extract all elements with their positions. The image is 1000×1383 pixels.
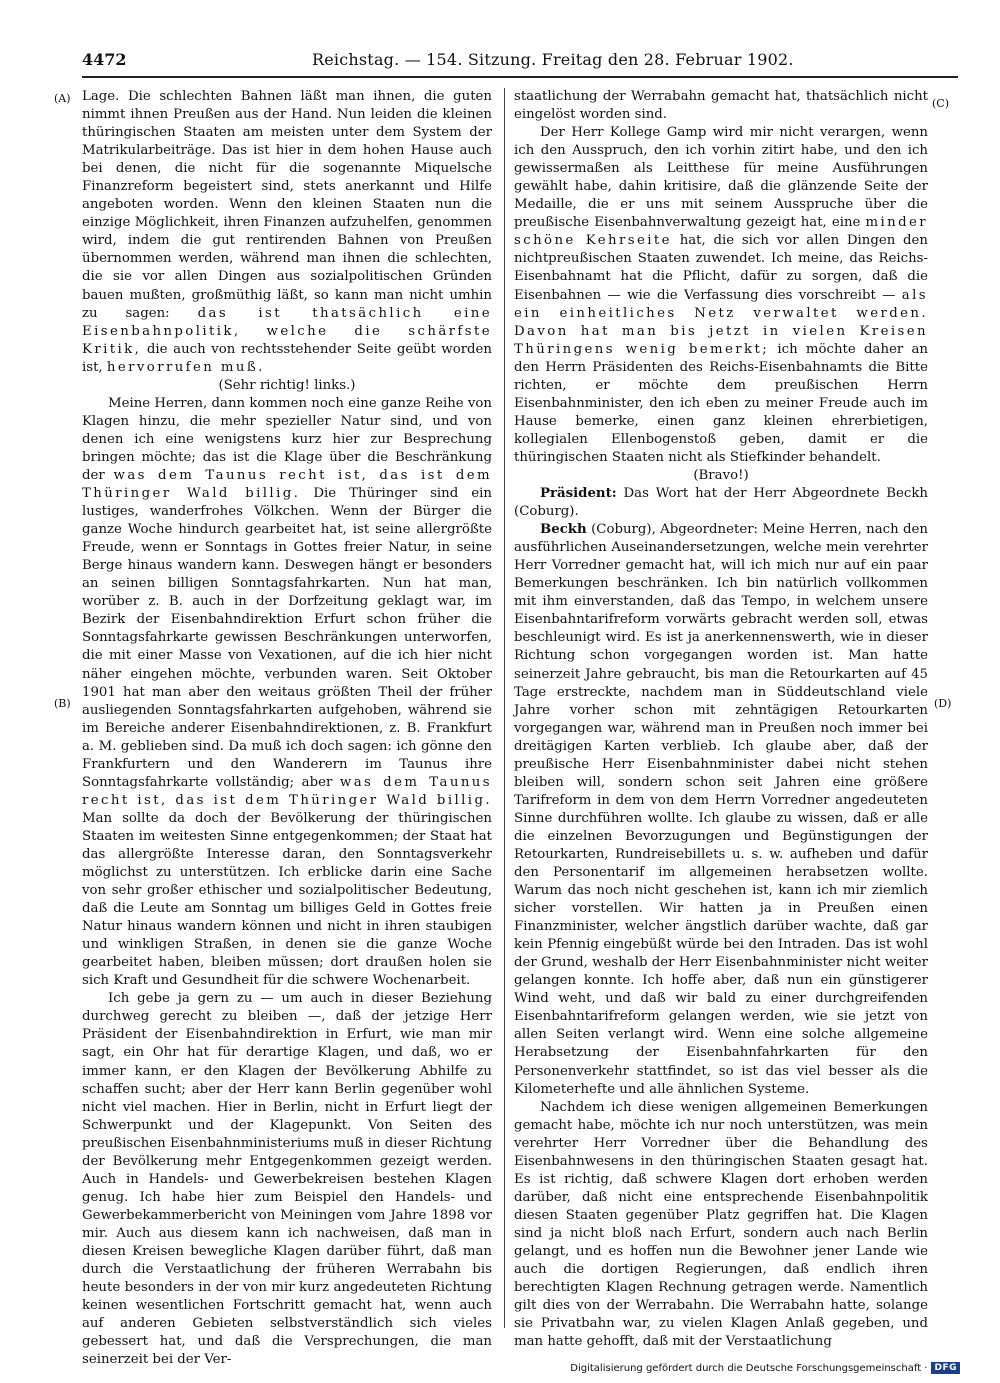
dfg-logo: DFG <box>931 1362 960 1374</box>
right-column <box>514 88 928 1351</box>
margin-marker-b: (B) <box>54 697 71 710</box>
speaker-label: Präsident: <box>540 486 617 502</box>
emphasis-spaced: als ein einheitliches Netz verwaltet werden. Davon hat man bis jetzt in vielen Kreisen Thüringens wenig bemerkt; <box>514 287 928 357</box>
paragraph: staatlichung der Werrabahn gemacht hat, thatsächlich nicht eingelöst worden sind. <box>514 89 928 123</box>
footer-text: Digitalisierung gefördert durch die Deutsche Forschungsgemeinschaft · <box>570 1362 928 1374</box>
header-rule <box>82 76 958 78</box>
margin-marker-c: (C) <box>932 97 949 110</box>
column-divider <box>504 88 505 1328</box>
left-column <box>82 88 492 1369</box>
paragraph: Nachdem ich diese wenigen allgemeinen Bemerkungen gemacht habe, möchte ich nur noch unterstützen, was mein verehrter Herr Vorredner über die Behandlung des Eisenbahnwesens in den thüringischen Staaten gesagt hat. Es ist richtig, daß schwere Klagen dort erhoben werden darüber, daß nicht eine entsprechende Eisenbahnpolitik diesen Staaten gegenüber Platz gegriffen hat. Die Klagen sind ja nicht bloß nach Erfurt, sondern auch nach Berlin gelangt, und es hoffen nun die Bewohner jener Lande wie auch die dortigen Regierungen, daß endlich ihren berechtigten Klagen Rechnung getragen werde. Namentlich gilt dies von der Werrabahn. Die Werrabahn hatte, solange sie Privatbahn war, zu vielen Klagen Anlaß gegeben, und man hatte gehofft, daß mit der Verstaatlichung <box>514 1099 928 1350</box>
emphasis-spaced: hervorrufen muß. <box>106 359 265 375</box>
paragraph: Meine Herren, dann kommen noch eine ganze Reihe von Klagen hinzu, die mehr spezieller Natur sind, und von denen ich eine wenigstens kurz hier zur Besprechung bringen möchte; das ist die Klage über die Beschränkung der was dem Taunus recht ist, das ist dem Thüringer Wald billig. Die Thüringer sind ein lustiges, wanderfrohes Völkchen. Wenn der Bürger die ganze Woche hindurch gearbeitet hat, ist seine allergrößte Freude, wenn er Sonntags in Gottes freier Natur, in seine Berge hinaus wandern kann. Deswegen hängt er besonders an seinen billigen Sonntagsfahrkarten. Nun hat man, worüber z. B. auch in der Dorfzeitung geklagt war, im Bezirk der Eisenbahndirektion Erfurt schon früher die Sonntagsfahrkarte gewissen Beschränkungen unterworfen, die mit einer Masse von Vexationen, auf die ich hier nicht näher eingehen möchte, verbunden waren. Seit Oktober 1901 hat man aber den weitaus größten Theil der früher ausliegenden Sonntagsfahrkarten aufgehoben, während sie im Bereiche anderer Eisenbahndirektionen, z. B. Frankfurt a. M. geblieben sind. Da muß ich doch sagen: ich gönne den Frankfurtern und den Wanderern im Taunus ihre Sonntagsfahrkarte vollständig; aber was dem Taunus recht ist, das ist dem Thüringer Wald billig. Man sollte da doch der Bevölkerung der thüringischen Staaten im weitesten Sinne entgegenkommen; der Staat hat das allergrößte Interesse daran, den Sonntagsverkehr möglichst zu unterstützen. Ich erblicke darin eine Sache von sehr großer ethischer und sozialpolitischer Bedeutung, daß die Leute am Sonntag um billiges Geld in Gottes freie Natur hinaus wandern können und nicht in ihren staubigen und winkligen Straßen, in denen sie die ganze Woche gearbeitet haben, bleiben müssen; dort draußen holen sie sich Kraft und Gesundheit für die schwere Wochenarbeit. <box>82 395 493 989</box>
paragraph: Präsident: Das Wort hat der Herr Abgeordnete Beckh (Coburg). <box>514 486 928 520</box>
page-header <box>52 46 952 74</box>
emphasis-spaced: das ist thatsächlich eine Eisenbahnpolitik, welche die schärfste Kritik, <box>82 305 492 357</box>
paragraph: Ich gebe ja gern zu — um auch in dieser Beziehung durchweg gerecht zu bleiben —, daß der jetzige Herr Präsident der Eisenbahndirektion in Erfurt, wie man mir sagt, ein Ohr hat für derartige Klagen, und daß, wo er immer kann, er den Klagen der Bevölkerung Abhilfe zu schaffen sucht; aber der Herr kann Berlin gegenüber wohl nicht viel machen. Hier in Berlin, nicht in Erfurt liegt der Schwerpunkt und der Klagepunkt. Von Seiten des preußischen Eisenbahnministeriums muß in dieser Richtung der Bevölkerung mehr Entgegenkommen gezeigt werden. Auch in Handels- und Gewerbekreisen bestehen Klagen genug. Ich habe hier zum Beispiel den Handels- und Gewerbekammerbericht von Meiningen vom Jahre 1898 vor mir. Auch aus diesem kann ich nachweisen, daß man in diesen Kreisen bewegliche Klagen darüber führt, daß man durch die Verstaatlichung der früheren Werrabahn bis heute besonders in der von mir kurz angedeuteten Richtung keinen wesentlichen Fortschritt gemacht hat, wenn auch auf anderen Gebieten selbstverständlich sich vieles gebessert hat, und daß die Versprechungen, die man seinerzeit bei der Ver- <box>82 991 492 1368</box>
interjection: (Sehr richtig! links.) <box>218 377 356 393</box>
digitization-footer <box>570 1362 960 1374</box>
emphasis-spaced: was dem Taunus recht ist, das ist dem Thüringer Wald billig. <box>82 774 492 808</box>
emphasis-spaced: was dem Taunus recht ist, das ist dem Thüringer Wald billig. <box>82 467 493 502</box>
page-number: 4472 <box>82 50 127 69</box>
paragraph: Der Herr Kollege Gamp wird mir nicht verargen, wenn ich den Ausspruch, den ich vorhin zitirt habe, und den ich gewissermaßen als Leitthese für meine Ausführungen gewählt habe, dahin kritisire, daß die glänzende Seite der Medaille, die er uns mit seinem Ausspruche über die preußische Eisenbahnverwaltung gezeigt hat, eine minder schöne Kehrseite hat, die sich vor allen Dingen den nichtpreußischen Staaten zuwendet. Ich meine, das Reichs-Eisenbahnamt hat die Pflicht, dafür zu sorgen, daß die Eisenbahnen — wie die Verfassung dies vorschreibt — als ein einheitliches Netz verwaltet werden. Davon hat man bis jetzt in vielen Kreisen Thüringens wenig bemerkt; ich möchte daher an den Herrn Präsidenten des Reichs-Eisenbahnamts die Bitte richten, er möchte dem preußischen Herrn Eisenbahnminister, den ich eben zu meiner Freude auch im Hause bemerke, einen ganz kleinen ehrerbietigen, kollegialen Ellenbogenstoß geben, damit er die thüringischen Staaten nicht als Stiefkinder behandelt. <box>514 125 929 465</box>
paragraph: Lage. Die schlechten Bahnen läßt man ihnen, die guten nimmt ihnen Preußen aus der Hand. Nun leiden die kleinen thüringischen Staaten am meisten unter dem System der Matrikularbeiträge. Das ist hier in dem hohen Hause auch bei denen, die nicht für die sogenannte Miquelsche Finanzreform begeistert sind, stets anerkannt und Hilfe angeboten worden. Wenn den kleinen Staaten nun die einzige Möglichkeit, ihren Finanzen aufzuhelfen, genommen wird, indem die gut rentirenden Bahnen von Preußen übernommen werden, während man ihnen die schlechten, die sie vor allen Dingen aus sozialpolitischen Gründen bauen mußten, großmüthig läßt, so kann man nicht umhin zu sagen: das ist thatsächlich eine Eisenbahnpolitik, welche die schärfste Kritik, die auch von rechtsstehender Seite geübt worden ist, hervorrufen muß. <box>82 89 492 375</box>
interjection: (Bravo!) <box>693 467 749 483</box>
margin-marker-a: (A) <box>54 92 71 105</box>
emphasis-spaced: minder schöne Kehrseite <box>514 215 929 249</box>
margin-marker-d: (D) <box>934 697 952 710</box>
running-head: Reichstag. — 154. Sitzung. Freitag den 28. Februar 1902. <box>312 50 794 69</box>
speaker-label: Beckh <box>540 522 587 538</box>
paragraph: Beckh (Coburg), Abgeordneter: Meine Herren, nach den ausführlichen Auseinandersetzungen, welche mein verehrter Herr Vorredner gemacht hat, will ich mich nur auf ein paar Bemerkungen beschränken. Ich bin natürlich vollkommen mit ihm einverstanden, daß das Tempo, in welchem unsere Eisenbahntarifreform vorwärts gebracht werden soll, etwas beschleunigt wird. Es ist ja anerkennenswerth, wie in dieser Richtung schon vorgegangen worden ist. Man hatte seinerzeit Jahre gebraucht, bis man die Retourkarten auf 45 Tage erstreckte, nachdem man in Süddeutschland viele Jahre vorher schon mit zehntägigen Retourkarten vorgegangen war, während man in Preußen noch immer bei dreitägigen Karten verblieb. Ich glaube aber, daß der preußische Herr Eisenbahnminister dabei nicht stehen bleiben will, sondern schon seit Jahren eine größere Tarifreform in dem von dem Herrn Vorredner angedeuteten Sinne durchführen wollte. Ich glaube zu wissen, daß er alle die einzelnen Bevorzugungen und Begünstigungen der Retourkarten, Rundreisebillets u. s. w. aufheben und dafür den Personentarif im allgemeinen herabsetzen wollte. Warum das noch nicht geschehen ist, kann ich mir ziemlich sicher vorstellen. Wir hatten ja in Preußen einen Finanzminister, welcher ängstlich darüber wachte, daß gar kein Pfennig eingebüßt würde bei den Intraden. Das ist wohl der Grund, weshalb der Herr Eisenbahnminister nicht weiter gelangen konnte. Ich hoffe aber, daß nun ein günstigerer Wind weht, und daß wir bald zu einer durchgreifenden Eisenbahntarifreform gelangen werden, wie sie jetzt von allen Seiten verlangt wird. Wenn eine solche allgemeine Herabsetzung der Eisenbahnfahrkarten für den Personenverkehr stattfindet, so ist das viel besser als die Kilometerhefte und alle ähnlichen Systeme. <box>514 522 928 1097</box>
